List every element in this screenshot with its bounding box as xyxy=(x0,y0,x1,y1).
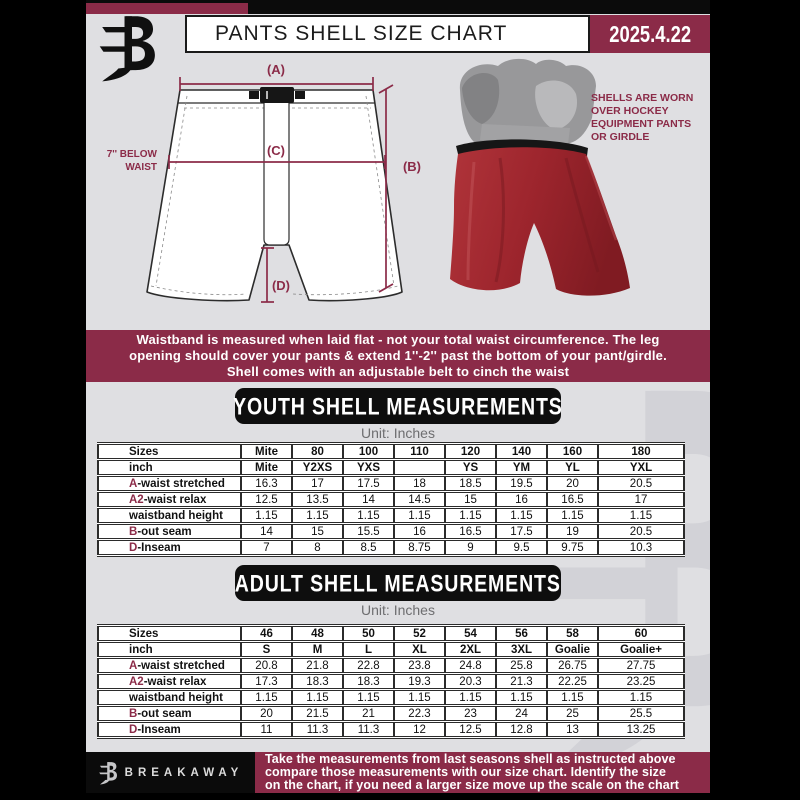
size-cell: 2XL xyxy=(445,642,496,658)
size-cell: 23.25 xyxy=(598,674,684,690)
table-row xyxy=(98,540,684,556)
row-label: D-Inseam xyxy=(98,540,241,556)
table-row xyxy=(98,444,684,460)
size-cell xyxy=(394,460,445,476)
size-cell: 8.5 xyxy=(343,540,394,556)
size-cell: Mite xyxy=(241,444,292,460)
youth-section-heading: YOUTH SHELL MEASUREMENTS xyxy=(235,388,561,424)
shell-usage-note: SHELLS ARE WORN OVER HOCKEY EQUIPMENT PANTS OR GIRDLE xyxy=(591,92,694,143)
size-cell: 14.5 xyxy=(394,492,445,508)
row-label: Sizes xyxy=(98,626,241,642)
size-cell: 17 xyxy=(292,476,343,492)
row-label: waistband height xyxy=(98,508,241,524)
size-cell: 1.15 xyxy=(394,508,445,524)
size-cell: 13.5 xyxy=(292,492,343,508)
size-cell: 52 xyxy=(394,626,445,642)
size-cell: 1.15 xyxy=(445,508,496,524)
size-cell: 20.5 xyxy=(598,476,684,492)
size-cell: 140 xyxy=(496,444,547,460)
size-cell: 13.25 xyxy=(598,722,684,738)
size-cell: 60 xyxy=(598,626,684,642)
measurement-info-banner: Waistband is measured when laid flat - not your total waist circumference. The leg opening should cover your pants & extend 1''-2'' past the bottom of your pant/girdle. Shell comes with an adjustable belt to cinch the waist xyxy=(86,330,710,382)
size-cell: 110 xyxy=(394,444,445,460)
size-cell: 26.75 xyxy=(547,658,598,674)
size-cell: 20.3 xyxy=(445,674,496,690)
size-cell: 21.3 xyxy=(496,674,547,690)
size-cell: XL xyxy=(394,642,445,658)
size-cell: 160 xyxy=(547,444,598,460)
size-cell: 19.3 xyxy=(394,674,445,690)
row-label: A-waist stretched xyxy=(98,658,241,674)
size-cell: 1.15 xyxy=(547,508,598,524)
size-cell: 1.15 xyxy=(343,690,394,706)
adult-section-heading: ADULT SHELL MEASUREMENTS xyxy=(235,565,561,601)
size-cell: Goalie+ xyxy=(598,642,684,658)
size-cell: 23 xyxy=(445,706,496,722)
shell-measurement-diagram xyxy=(90,56,442,328)
size-cell: 180 xyxy=(598,444,684,460)
table-row xyxy=(98,658,684,674)
size-cell: M xyxy=(292,642,343,658)
size-cell: 9.5 xyxy=(496,540,547,556)
size-cell: 3XL xyxy=(496,642,547,658)
size-cell: 13 xyxy=(547,722,598,738)
size-cell: 18.3 xyxy=(292,674,343,690)
size-cell: 1.15 xyxy=(241,508,292,524)
table-row xyxy=(98,492,684,508)
row-label: A-waist stretched xyxy=(98,476,241,492)
size-cell: 10.3 xyxy=(598,540,684,556)
size-cell: YL xyxy=(547,460,598,476)
size-cell: 25.8 xyxy=(496,658,547,674)
size-cell: 9 xyxy=(445,540,496,556)
size-cell: 20 xyxy=(241,706,292,722)
size-cell: 18 xyxy=(394,476,445,492)
footer-brand-box xyxy=(86,752,255,793)
brand-name: BREAKAWAY xyxy=(124,766,244,779)
size-cell: 1.15 xyxy=(292,508,343,524)
youth-unit-label: Unit: Inches xyxy=(361,425,435,441)
youth-size-table xyxy=(97,442,685,557)
table-row xyxy=(98,642,684,658)
size-cell: 20 xyxy=(547,476,598,492)
row-label: inch xyxy=(98,460,241,476)
size-cell: YXS xyxy=(343,460,394,476)
size-cell: 21.8 xyxy=(292,658,343,674)
size-cell: 17.5 xyxy=(496,524,547,540)
table-row xyxy=(98,674,684,690)
row-label: B-out seam xyxy=(98,524,241,540)
size-cell: 17.3 xyxy=(241,674,292,690)
row-label: A2-waist relax xyxy=(98,492,241,508)
size-cell: 22.3 xyxy=(394,706,445,722)
size-cell: 24.8 xyxy=(445,658,496,674)
size-cell: 17 xyxy=(598,492,684,508)
row-label: Sizes xyxy=(98,444,241,460)
size-cell: 100 xyxy=(343,444,394,460)
size-cell: 8 xyxy=(292,540,343,556)
size-cell: 1.15 xyxy=(343,508,394,524)
page-title xyxy=(185,15,590,53)
girdle-top xyxy=(460,59,596,144)
size-cell: YXL xyxy=(598,460,684,476)
size-cell: 17.5 xyxy=(343,476,394,492)
size-cell: 15 xyxy=(292,524,343,540)
footer-instructions: Take the measurements from last seasons shell as instructed above compare those measurements with our size chart. Identify the size on the chart, if you need a larger size move up the scale on the chart xyxy=(255,752,710,793)
size-cell: 1.15 xyxy=(496,508,547,524)
size-cell: 15 xyxy=(445,492,496,508)
size-cell: 16.5 xyxy=(445,524,496,540)
table-row xyxy=(98,690,684,706)
size-cell: 1.15 xyxy=(547,690,598,706)
size-cell: 24 xyxy=(496,706,547,722)
svg-text:7'' BELOW: 7'' BELOW xyxy=(106,149,157,160)
size-cell: 11.3 xyxy=(292,722,343,738)
size-cell: 16 xyxy=(496,492,547,508)
size-cell: 20.8 xyxy=(241,658,292,674)
size-cell: 11 xyxy=(241,722,292,738)
size-cell: 22.8 xyxy=(343,658,394,674)
size-cell: 1.15 xyxy=(445,690,496,706)
table-row xyxy=(98,524,684,540)
table-row xyxy=(98,626,684,642)
label-b: (B) xyxy=(402,159,422,174)
page-title-text: PANTS SHELL SIZE CHART xyxy=(215,22,508,45)
size-cell: 56 xyxy=(496,626,547,642)
size-chart-page xyxy=(86,0,710,793)
label-d: (D) xyxy=(271,278,291,293)
size-cell: 21 xyxy=(343,706,394,722)
size-cell: 1.15 xyxy=(394,690,445,706)
size-cell: 14 xyxy=(343,492,394,508)
size-cell: 12.8 xyxy=(496,722,547,738)
size-cell: 12.5 xyxy=(445,722,496,738)
size-cell: 80 xyxy=(292,444,343,460)
size-cell: 46 xyxy=(241,626,292,642)
below-waist-note xyxy=(107,149,158,173)
size-cell: Y2XS xyxy=(292,460,343,476)
label-c: (C) xyxy=(266,143,286,158)
breakaway-b-logo-small-icon xyxy=(98,761,118,785)
size-cell: 15.5 xyxy=(343,524,394,540)
size-cell: 8.75 xyxy=(394,540,445,556)
row-label: B-out seam xyxy=(98,706,241,722)
size-cell: 120 xyxy=(445,444,496,460)
size-cell: 48 xyxy=(292,626,343,642)
row-label: waistband height xyxy=(98,690,241,706)
size-cell: 1.15 xyxy=(598,508,684,524)
size-cell: 16.3 xyxy=(241,476,292,492)
row-label: inch xyxy=(98,642,241,658)
size-cell: YS xyxy=(445,460,496,476)
date-badge xyxy=(590,15,710,53)
size-cell: Mite xyxy=(241,460,292,476)
size-cell: 7 xyxy=(241,540,292,556)
table-row xyxy=(98,460,684,476)
red-shell xyxy=(450,147,630,295)
size-cell: 14 xyxy=(241,524,292,540)
size-cell: 22.25 xyxy=(547,674,598,690)
size-cell: 12 xyxy=(394,722,445,738)
header-bar xyxy=(86,0,710,14)
date-text: 2025.4.22 xyxy=(609,20,691,47)
size-cell: 16 xyxy=(394,524,445,540)
size-cell: 12.5 xyxy=(241,492,292,508)
size-cell: 19.5 xyxy=(496,476,547,492)
size-cell: 20.5 xyxy=(598,524,684,540)
table-row xyxy=(98,508,684,524)
size-cell: L xyxy=(343,642,394,658)
adult-size-table xyxy=(97,624,685,739)
table-row xyxy=(98,706,684,722)
svg-text:WAIST: WAIST xyxy=(125,162,157,173)
size-cell: 23.8 xyxy=(394,658,445,674)
table-row xyxy=(98,722,684,738)
size-cell: YM xyxy=(496,460,547,476)
table-row xyxy=(98,476,684,492)
size-cell: 11.3 xyxy=(343,722,394,738)
size-cell: 1.15 xyxy=(496,690,547,706)
size-cell: 25 xyxy=(547,706,598,722)
label-a: (A) xyxy=(266,62,286,77)
size-cell: Goalie xyxy=(547,642,598,658)
size-cell: S xyxy=(241,642,292,658)
size-cell: 9.75 xyxy=(547,540,598,556)
size-cell: 1.15 xyxy=(241,690,292,706)
belt-buckle xyxy=(260,87,294,103)
size-cell: 50 xyxy=(343,626,394,642)
shorts-outline xyxy=(147,87,402,301)
size-cell: 1.15 xyxy=(598,690,684,706)
row-label: D-Inseam xyxy=(98,722,241,738)
size-cell: 18.3 xyxy=(343,674,394,690)
size-cell: 54 xyxy=(445,626,496,642)
size-cell: 1.15 xyxy=(292,690,343,706)
row-label: A2-waist relax xyxy=(98,674,241,690)
size-cell: 16.5 xyxy=(547,492,598,508)
size-cell: 18.5 xyxy=(445,476,496,492)
size-cell: 58 xyxy=(547,626,598,642)
adult-unit-label: Unit: Inches xyxy=(361,602,435,618)
size-cell: 21.5 xyxy=(292,706,343,722)
size-cell: 27.75 xyxy=(598,658,684,674)
size-cell: 25.5 xyxy=(598,706,684,722)
size-cell: 19 xyxy=(547,524,598,540)
